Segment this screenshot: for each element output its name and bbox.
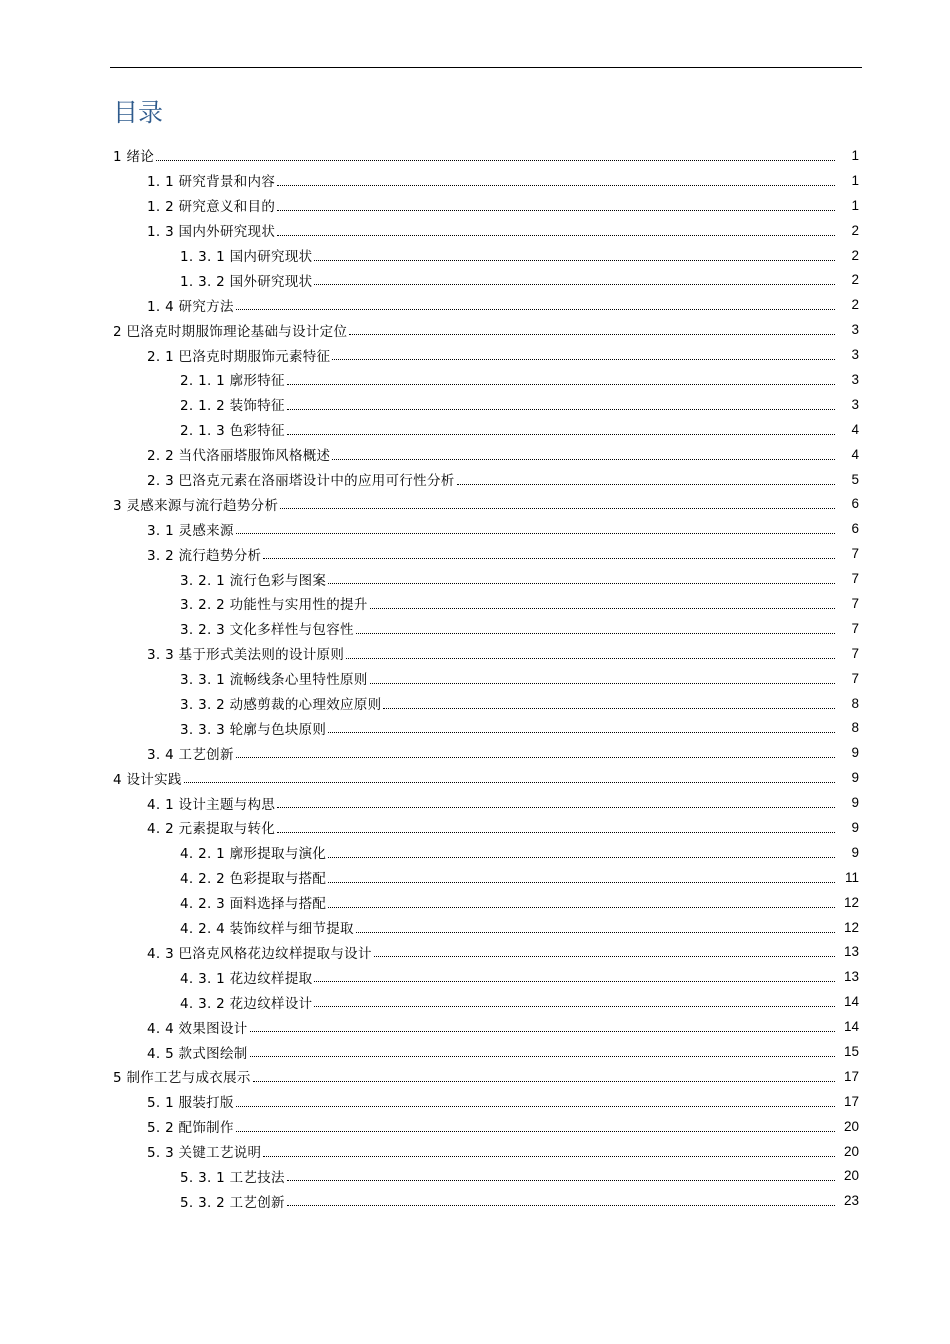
toc-entry[interactable]	[0, 890, 950, 915]
toc-dot-leader	[314, 1006, 835, 1007]
toc-dot-leader	[328, 732, 835, 733]
toc-entry-page-number: 4	[851, 421, 859, 437]
toc-entry-page-number: 7	[851, 595, 859, 611]
toc-entry-page-number: 2	[851, 222, 859, 238]
toc-entry-label: 3 灵感来源与流行趋势分析	[113, 497, 279, 514]
toc-dot-leader	[287, 384, 835, 385]
toc-entry-page-number: 6	[851, 496, 859, 512]
toc-dot-leader	[328, 857, 835, 858]
toc-dot-leader	[263, 1156, 835, 1157]
toc-entry-page-number: 3	[851, 371, 859, 387]
toc-entry[interactable]	[0, 1139, 950, 1164]
toc-entry[interactable]	[0, 1064, 950, 1089]
toc-entry[interactable]	[0, 989, 950, 1014]
toc-entry-page-number: 6	[851, 521, 859, 537]
toc-entry-label: 2. 1 巴洛克时期服饰元素特征	[147, 348, 331, 365]
toc-entry[interactable]	[0, 616, 950, 641]
toc-entry[interactable]	[0, 267, 950, 292]
toc-dot-leader	[277, 832, 835, 833]
toc-entry[interactable]	[0, 740, 950, 765]
toc-dot-leader	[236, 1106, 835, 1107]
toc-dot-leader	[314, 981, 835, 982]
toc-dot-leader	[374, 956, 835, 957]
toc-entry[interactable]	[0, 292, 950, 317]
toc-dot-leader	[287, 1180, 835, 1181]
toc-entry-page-number: 9	[851, 770, 859, 786]
toc-entry-label: 3. 3 基于形式美法则的设计原则	[147, 647, 345, 664]
toc-entry-label: 3. 2. 3 文化多样性与包容性	[180, 622, 354, 639]
header-rule	[110, 67, 862, 68]
toc-dot-leader	[184, 782, 835, 783]
toc-entry[interactable]	[0, 1039, 950, 1064]
toc-entry-page-number: 2	[851, 247, 859, 263]
toc-entry[interactable]	[0, 417, 950, 442]
toc-entry-label: 4. 2 元素提取与转化	[147, 821, 276, 838]
toc-entry-label: 4. 4 效果图设计	[147, 1020, 248, 1037]
toc-entry-page-number: 8	[851, 695, 859, 711]
toc-dot-leader	[156, 160, 835, 161]
toc-entry-page-number: 11	[844, 869, 859, 885]
toc-entry[interactable]	[0, 392, 950, 417]
toc-entry-label: 2. 1. 2 装饰特征	[180, 398, 285, 415]
toc-entry[interactable]	[0, 765, 950, 790]
toc-entry-label: 5. 3. 2 工艺创新	[180, 1194, 285, 1211]
toc-dot-leader	[287, 409, 835, 410]
toc-title: 目录	[113, 98, 164, 127]
toc-entry[interactable]	[0, 1114, 950, 1139]
toc-entry-page-number: 20	[843, 1118, 859, 1134]
toc-entry-page-number: 1	[851, 147, 859, 163]
toc-entry-page-number: 7	[851, 620, 859, 636]
toc-entry-label: 4. 2. 1 廓形提取与演化	[180, 846, 327, 863]
toc-entry[interactable]	[0, 168, 950, 193]
toc-entry-label: 1 绪论	[113, 149, 155, 166]
toc-entry-page-number: 1	[851, 172, 859, 188]
toc-entry-page-number: 13	[843, 944, 859, 960]
toc-entry[interactable]	[0, 442, 950, 467]
toc-entry-page-number: 2	[851, 272, 859, 288]
toc-entry-label: 4. 1 设计主题与构思	[147, 796, 276, 813]
toc-entry-label: 5. 3 关键工艺说明	[147, 1145, 262, 1162]
toc-entry-page-number: 7	[851, 670, 859, 686]
toc-dot-leader	[332, 359, 835, 360]
toc-entry-page-number: 9	[851, 795, 859, 811]
toc-dot-leader	[332, 459, 835, 460]
toc-dot-leader	[236, 1131, 835, 1132]
toc-entry-label: 1. 4 研究方法	[147, 298, 234, 315]
toc-dot-leader	[370, 608, 835, 609]
toc-entry-label: 3. 3. 3 轮廓与色块原则	[180, 721, 327, 738]
toc-entry-label: 3. 1 灵感来源	[147, 522, 234, 539]
toc-entry[interactable]	[0, 815, 950, 840]
toc-entry-page-number: 15	[843, 1044, 859, 1059]
toc-dot-leader	[280, 508, 835, 509]
toc-entry-page-number: 8	[851, 720, 859, 736]
toc-entry-label: 1. 3. 1 国内研究现状	[180, 249, 313, 265]
toc-dot-leader	[250, 1056, 835, 1057]
toc-entry-page-number: 17	[843, 1068, 859, 1084]
toc-entry-page-number: 9	[851, 844, 859, 860]
toc-entry-label: 2. 1. 1 廓形特征	[180, 373, 285, 390]
toc-dot-leader	[457, 484, 835, 485]
toc-entry-label: 1. 2 研究意义和目的	[147, 199, 276, 216]
toc-entry-label: 3. 2. 1 流行色彩与图案	[180, 572, 327, 589]
toc-entry[interactable]	[0, 1014, 950, 1039]
toc-entry[interactable]	[0, 940, 950, 965]
toc-entry-label: 3. 2 流行趋势分析	[147, 547, 262, 564]
toc-dot-leader	[356, 633, 835, 634]
toc-dot-leader	[236, 309, 835, 310]
toc-dot-leader	[250, 1031, 835, 1032]
toc-entry[interactable]	[0, 367, 950, 392]
toc-entry-page-number: 17	[843, 1093, 859, 1109]
toc-entry-label: 4. 3. 2 花边纹样设计	[180, 995, 313, 1012]
toc-entry[interactable]	[0, 541, 950, 566]
toc-entry[interactable]	[0, 467, 950, 492]
toc-entry[interactable]	[0, 666, 950, 691]
toc-entry[interactable]	[0, 1089, 950, 1114]
toc-entry[interactable]	[0, 865, 950, 890]
toc-entry-label: 5 制作工艺与成衣展示	[113, 1070, 251, 1087]
toc-entry-label: 3. 3. 1 流畅线条心里特性原则	[180, 672, 368, 689]
toc-dot-leader	[349, 334, 835, 335]
toc-entry[interactable]	[0, 218, 950, 243]
toc-entry-label: 2. 3 巴洛克元素在洛丽塔设计中的应用可行性分析	[147, 473, 455, 490]
toc-entry[interactable]	[0, 840, 950, 865]
toc-dot-leader	[328, 907, 835, 908]
toc-dot-leader	[277, 210, 835, 211]
toc-entry[interactable]	[0, 1188, 950, 1213]
toc-entry[interactable]	[0, 591, 950, 616]
toc-entry-label: 4. 2. 3 面料选择与搭配	[180, 896, 327, 913]
toc-entry-page-number: 13	[843, 969, 859, 985]
toc-entry-label: 1. 3 国内外研究现状	[147, 224, 276, 241]
toc-entry-page-number: 7	[851, 645, 859, 661]
toc-dot-leader	[383, 708, 835, 709]
toc-entry[interactable]	[0, 641, 950, 666]
toc-dot-leader	[314, 284, 835, 285]
toc-entry-page-number: 5	[851, 471, 859, 487]
toc-entry-page-number: 3	[851, 396, 859, 412]
toc-entry-label: 4. 3 巴洛克风格花边纹样提取与设计	[147, 945, 372, 962]
toc-entry[interactable]	[0, 691, 950, 716]
toc-entry-page-number: 2	[851, 297, 859, 313]
toc-entry[interactable]	[0, 516, 950, 541]
toc-entry-label: 4. 2. 2 色彩提取与搭配	[180, 871, 327, 888]
toc-list	[0, 143, 950, 1213]
toc-dot-leader	[314, 260, 835, 261]
toc-entry-page-number: 12	[843, 894, 859, 910]
toc-entry[interactable]	[0, 964, 950, 989]
toc-entry-page-number: 12	[843, 919, 859, 935]
toc-entry[interactable]	[0, 790, 950, 815]
toc-entry[interactable]	[0, 491, 950, 516]
toc-entry-page-number: 14	[843, 1019, 859, 1035]
toc-entry[interactable]	[0, 715, 950, 740]
toc-dot-leader	[263, 558, 835, 559]
toc-entry-page-number: 7	[851, 571, 859, 587]
toc-entry[interactable]	[0, 1164, 950, 1189]
toc-entry-page-number: 23	[843, 1193, 859, 1209]
toc-entry-label: 1. 3. 2 国外研究现状	[180, 273, 313, 290]
toc-dot-leader	[328, 882, 835, 883]
toc-entry-page-number: 3	[851, 347, 859, 363]
toc-entry-page-number: 20	[843, 1143, 859, 1159]
toc-entry-page-number: 1	[851, 197, 859, 213]
toc-entry[interactable]	[0, 143, 950, 168]
toc-entry-label: 2. 1. 3 色彩特征	[180, 423, 285, 440]
toc-entry-label: 3. 3. 2 动感剪裁的心理效应原则	[180, 697, 382, 714]
toc-entry-label: 2. 2 当代洛丽塔服饰风格概述	[147, 448, 331, 465]
toc-entry[interactable]	[0, 193, 950, 218]
toc-dot-leader	[287, 434, 835, 435]
toc-entry[interactable]	[0, 915, 950, 940]
toc-dot-leader	[277, 185, 835, 186]
toc-entry-page-number: 7	[851, 546, 859, 562]
toc-dot-leader	[236, 533, 835, 534]
toc-entry-page-number: 20	[843, 1168, 859, 1184]
toc-dot-leader	[287, 1205, 835, 1206]
toc-entry[interactable]	[0, 566, 950, 591]
toc-entry-label: 5. 2 配饰制作	[147, 1120, 234, 1137]
toc-entry-page-number: 9	[851, 819, 859, 835]
toc-dot-leader	[356, 932, 835, 933]
toc-entry-page-number: 9	[851, 745, 859, 761]
toc-entry-label: 4 设计实践	[113, 771, 182, 788]
toc-entry-label: 3. 4 工艺创新	[147, 746, 234, 763]
toc-entry-label: 4. 5 款式图绘制	[147, 1045, 248, 1062]
toc-entry-label: 2 巴洛克时期服饰理论基础与设计定位	[113, 323, 348, 340]
toc-entry[interactable]	[0, 342, 950, 367]
toc-entry[interactable]	[0, 243, 950, 268]
toc-entry-label: 4. 2. 4 装饰纹样与细节提取	[180, 921, 354, 938]
toc-dot-leader	[277, 807, 835, 808]
toc-entry-label: 5. 3. 1 工艺技法	[180, 1169, 285, 1186]
toc-dot-leader	[346, 658, 835, 659]
toc-dot-leader	[236, 757, 835, 758]
toc-dot-leader	[370, 683, 835, 684]
toc-entry-label: 5. 1 服装打版	[147, 1095, 234, 1112]
toc-entry[interactable]	[0, 317, 950, 342]
toc-dot-leader	[277, 235, 835, 236]
toc-dot-leader	[328, 583, 835, 584]
toc-dot-leader	[253, 1081, 835, 1082]
toc-entry-label: 1. 1 研究背景和内容	[147, 174, 276, 191]
toc-entry-label: 3. 2. 2 功能性与实用性的提升	[180, 597, 368, 614]
toc-entry-page-number: 4	[851, 446, 859, 462]
toc-entry-page-number: 14	[843, 994, 859, 1010]
toc-entry-label: 4. 3. 1 花边纹样提取	[180, 970, 313, 987]
toc-entry-page-number: 3	[851, 322, 859, 338]
